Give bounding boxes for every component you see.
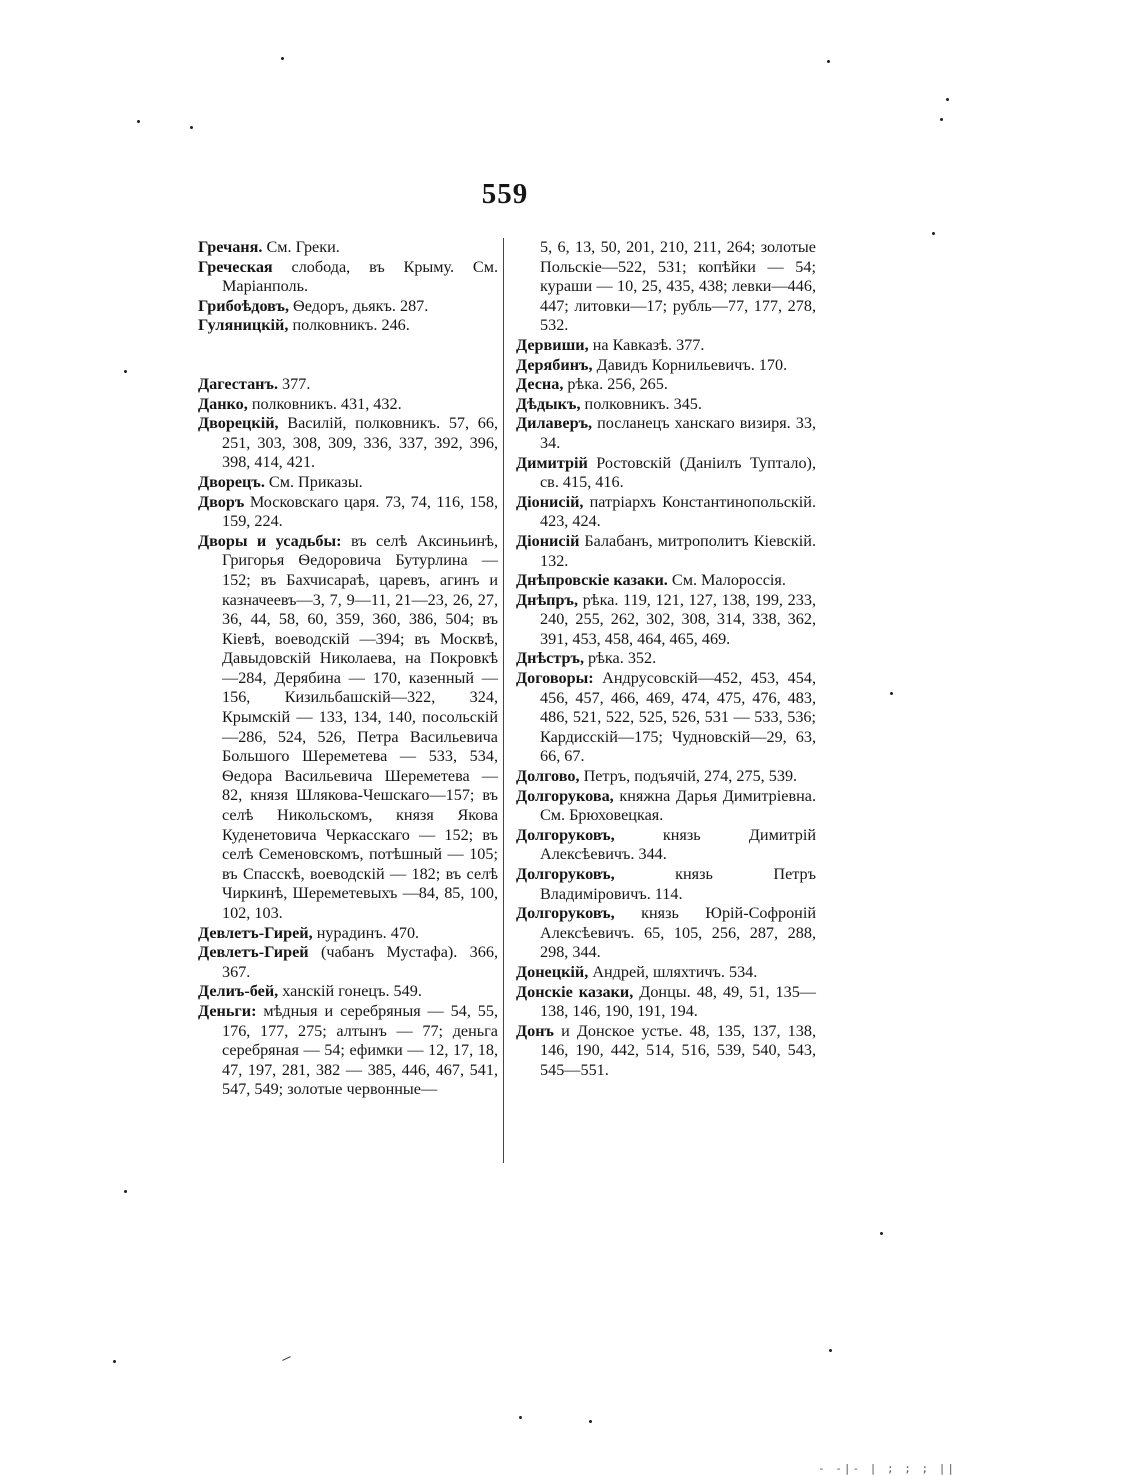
page-number: 559 [481, 178, 529, 210]
scan-speck [890, 692, 893, 695]
index-entry [198, 943, 498, 982]
index-entry-references: См. Малороссія. [667, 571, 786, 590]
index-entry-references: 5, 6, 13, 50, 201, 210, 211, 264; золотые Польскіе—522, 531; копѣйки — 54; кураши — 10, 25, 435, 438; левки—446, 447; литовки—17; рубль—77, 177, 278, 532. [540, 238, 816, 335]
index-entry-headword: Днѣпровскіе казаки. [516, 571, 668, 590]
index-entry-references: въ селѣ Аксиньинѣ, Григорья Ѳедоровича Бутурлина — 152; въ Бахчисараѣ, царевъ, агинъ и казначеевъ—3, 7, 9—11, 21—23, 26, 27, 36, 44, 58, 60, 359, 360, 386, 504; въ Кіевѣ, воеводскій —394; въ Москвѣ, Давыдовскій Николаева, на Покровкѣ—284, Дерябина — 170, казенный — 156, Кизильбашскій—322, 324, Крымскій — 133, 134, 140, посольскій—286, 524, 526, Петра Васильевича Большого Шереметева — 533, 534, Ѳедора Васильевича Шереметева — 82, князя Шлякова-Чешскаго—157; въ селѣ Никольскомъ, князя Якова Куденетовича Черкасскаго — 152; въ селѣ Семеновскомъ, потѣшный — 105; въ Спасскѣ, воеводскій — 182; въ селѣ Чиркинѣ, Шереметевыхъ —84, 85, 100, 102, 103. [222, 531, 498, 922]
index-entry-headword: Дворецъ. [198, 472, 265, 491]
index-entry-references: (чабанъ Мустафа). 366, 367. [222, 943, 498, 981]
index-column-right [516, 238, 816, 1081]
index-entry-headword: Данко, [198, 394, 248, 413]
index-entry [198, 375, 498, 395]
index-entry-headword: Донскіе казаки, [516, 982, 634, 1001]
index-entry [516, 983, 816, 1022]
column-divider [503, 238, 504, 1163]
index-entry-headword: Долгоруковъ, [516, 865, 615, 883]
index-entry-references: рѣка. 352. [584, 649, 657, 668]
index-entry-headword: Дагестанъ. [198, 374, 278, 393]
index-entry-references: См. Греки. [262, 238, 340, 256]
index-entry [516, 356, 816, 376]
index-entry [516, 571, 816, 591]
index-entry-references: Ростовскій (Даніилъ Тупталo), св. 415, 416. [540, 453, 816, 492]
index-entry-references: Давидъ Корнильевичъ. 170. [592, 355, 788, 374]
index-entry [516, 591, 816, 650]
scan-speck [932, 232, 935, 235]
index-entry-references: княжна Дарья Димитріевна. См. Брюховецкая. [540, 786, 816, 825]
index-entry-headword: Гуляницкій, [198, 316, 289, 335]
index-entry-references: полковникъ. 431, 432. [247, 394, 402, 413]
index-entry-references: полковникъ. 246. [288, 316, 410, 335]
index-column-left [198, 238, 498, 1100]
scan-speck [946, 98, 949, 101]
index-entry-headword: Девлетъ-Гирей, [198, 923, 313, 942]
index-entry [198, 395, 498, 415]
section-gap [198, 336, 498, 375]
index-entry-headword: Дѣдыкъ, [516, 394, 581, 413]
scan-dash [282, 1356, 291, 1361]
index-entry-headword: Десна, [516, 375, 564, 394]
index-entry-headword: Днѣстръ, [516, 649, 584, 668]
index-entry-references: Ѳедоръ, дьякъ. 287. [289, 296, 429, 315]
index-entry [516, 414, 816, 453]
index-entry-headword: Діонисій [516, 531, 580, 550]
index-entry-references: посланецъ ханскаго визиря. 33, 34. [540, 414, 816, 452]
scan-edge-marks: - -|- | ; ; ; || [818, 1462, 956, 1475]
index-entry [516, 669, 816, 767]
index-entry-headword: Грибоѣдовъ, [198, 296, 289, 315]
scan-speck [827, 60, 830, 63]
index-entry [516, 865, 816, 904]
index-entry-references: и Донское устье. 48, 135, 137, 138, 146, 190, 442, 514, 516, 539, 540, 543, 545—551. [540, 1021, 816, 1079]
index-entry-headword: Девлетъ-Гирей [198, 943, 309, 962]
index-entry [516, 336, 816, 356]
scan-speck [940, 118, 943, 121]
index-entry-references: Андрусовскій—452, 453, 454, 456, 457, 466, 469, 474, 475, 476, 483, 486, 521, 522, 525, 526, 531 — 533, 536; Кардисскій—175; Чудновскій—29, 63, 66, 67. [540, 669, 816, 766]
index-entry-references: 377. [278, 374, 311, 393]
scan-speck [880, 1232, 883, 1235]
index-entry-references: См. Приказы. [264, 472, 363, 491]
index-entry-headword: Днѣпръ, [516, 590, 578, 609]
index-entry-headword: Договоры: [516, 669, 594, 688]
index-entry [516, 454, 816, 493]
index-entry [516, 238, 816, 336]
index-entry-headword: Долгоруковъ, [516, 904, 615, 923]
index-entry [198, 982, 498, 1002]
index-entry-references: князь Петръ Владиміровичъ. 114. [540, 865, 816, 903]
index-entry [516, 649, 816, 669]
index-entry [516, 532, 816, 571]
index-entry-references: слобода, въ Крыму. См. Маріанполь. [222, 257, 498, 296]
index-entry-headword: Греческая [198, 257, 273, 276]
scan-speck [124, 370, 127, 373]
index-entry [198, 532, 498, 924]
scan-speck [113, 1360, 116, 1363]
index-entry-headword: Делиъ-бей, [198, 982, 279, 1001]
index-entry-references: мѣдныя и серебряныя — 54, 55, 176, 177, 275; алтынъ — 77; деньга серебряная — 54; ефимки — 12, 17, 18, 47, 197, 281, 382 — 385, 446, 467, 541, 547, 549; золотые червонные— [222, 1001, 498, 1099]
scan-speck [190, 126, 193, 129]
index-entry-references: Донцы. 48, 49, 51, 135—138, 146, 190, 191, 194. [540, 982, 816, 1021]
index-entry [198, 493, 498, 532]
index-entry-references: рѣка. 119, 121, 127, 138, 199, 233, 240, 255, 262, 302, 308, 314, 338, 362, 391, 453, 458, 464, 465, 469. [540, 590, 816, 648]
index-entry-headword: Дворецкій, [198, 414, 279, 433]
index-entry-references: патріархъ Константинопольскій. 423, 424. [540, 492, 816, 531]
index-entry-references: князь Юрій-Софроній Алексѣевичъ. 65, 105, 256, 287, 288, 298, 344. [540, 904, 816, 962]
index-entry-headword: Дворъ [198, 492, 245, 511]
index-entry [198, 473, 498, 493]
index-entry-references: Московскаго царя. 73, 74, 116, 158, 159, 224. [222, 492, 498, 531]
index-entry-references: Василій, полковникъ. 57, 66, 251, 303, 308, 309, 336, 337, 392, 396, 398, 414, 421. [222, 414, 498, 472]
index-entry [516, 826, 816, 865]
index-entry [516, 395, 816, 415]
index-entry-references: князь Димитрій Алексѣевичъ. 344. [540, 825, 816, 864]
index-entry-references: Андрей, шляхтичъ. 534. [588, 962, 758, 981]
index-entry [198, 414, 498, 473]
index-entry [198, 297, 498, 317]
index-entry [198, 258, 498, 297]
index-entry-references: рѣка. 256, 265. [563, 375, 668, 394]
index-entry-references: на Кавказѣ. 377. [588, 335, 705, 354]
index-entry [516, 767, 816, 787]
index-entry-headword: Діонисій, [516, 492, 584, 511]
index-entry-headword: Донецкій, [516, 962, 589, 981]
index-entry-references: Балабанъ, митрополитъ Кіевскій. 132. [540, 531, 816, 570]
index-entry-headword: Дервиши, [516, 335, 589, 354]
index-entry-headword: Долгово, [516, 767, 580, 786]
index-entry [516, 1022, 816, 1081]
index-entry-headword: Деньги: [198, 1001, 257, 1020]
index-entry-references: ханскій гонецъ. 549. [278, 982, 422, 1001]
index-entry-headword: Донъ [516, 1021, 554, 1040]
scan-speck [281, 57, 284, 60]
index-entry-headword: Димитрій [516, 453, 588, 472]
index-entry-headword: Гречаня. [198, 238, 263, 256]
index-entry [198, 1002, 498, 1100]
scan-speck [589, 1420, 592, 1423]
index-entry-headword: Дерябинъ, [516, 355, 593, 374]
index-entry-references: полковникъ. 345. [580, 394, 702, 413]
scan-speck [519, 1416, 522, 1419]
index-entry-references: Петръ, подъячій, 274, 275, 539. [579, 767, 798, 786]
index-entry-headword: Долгоруковъ, [516, 825, 615, 844]
scan-speck [829, 1349, 832, 1352]
scan-speck [124, 1190, 127, 1193]
index-entry-references: нурадинъ. 470. [312, 923, 420, 942]
index-entry-headword: Дилаверъ, [516, 414, 593, 433]
scan-speck [137, 120, 140, 123]
index-entry [516, 375, 816, 395]
index-entry [516, 493, 816, 532]
index-entry [516, 787, 816, 826]
index-entry [198, 238, 498, 258]
index-entry [198, 924, 498, 944]
index-entry [516, 963, 816, 983]
index-entry [198, 316, 498, 336]
index-entry-headword: Дворы и усадьбы: [198, 531, 342, 550]
index-entry-headword: Долгорукова, [516, 786, 614, 805]
index-entry [516, 904, 816, 963]
